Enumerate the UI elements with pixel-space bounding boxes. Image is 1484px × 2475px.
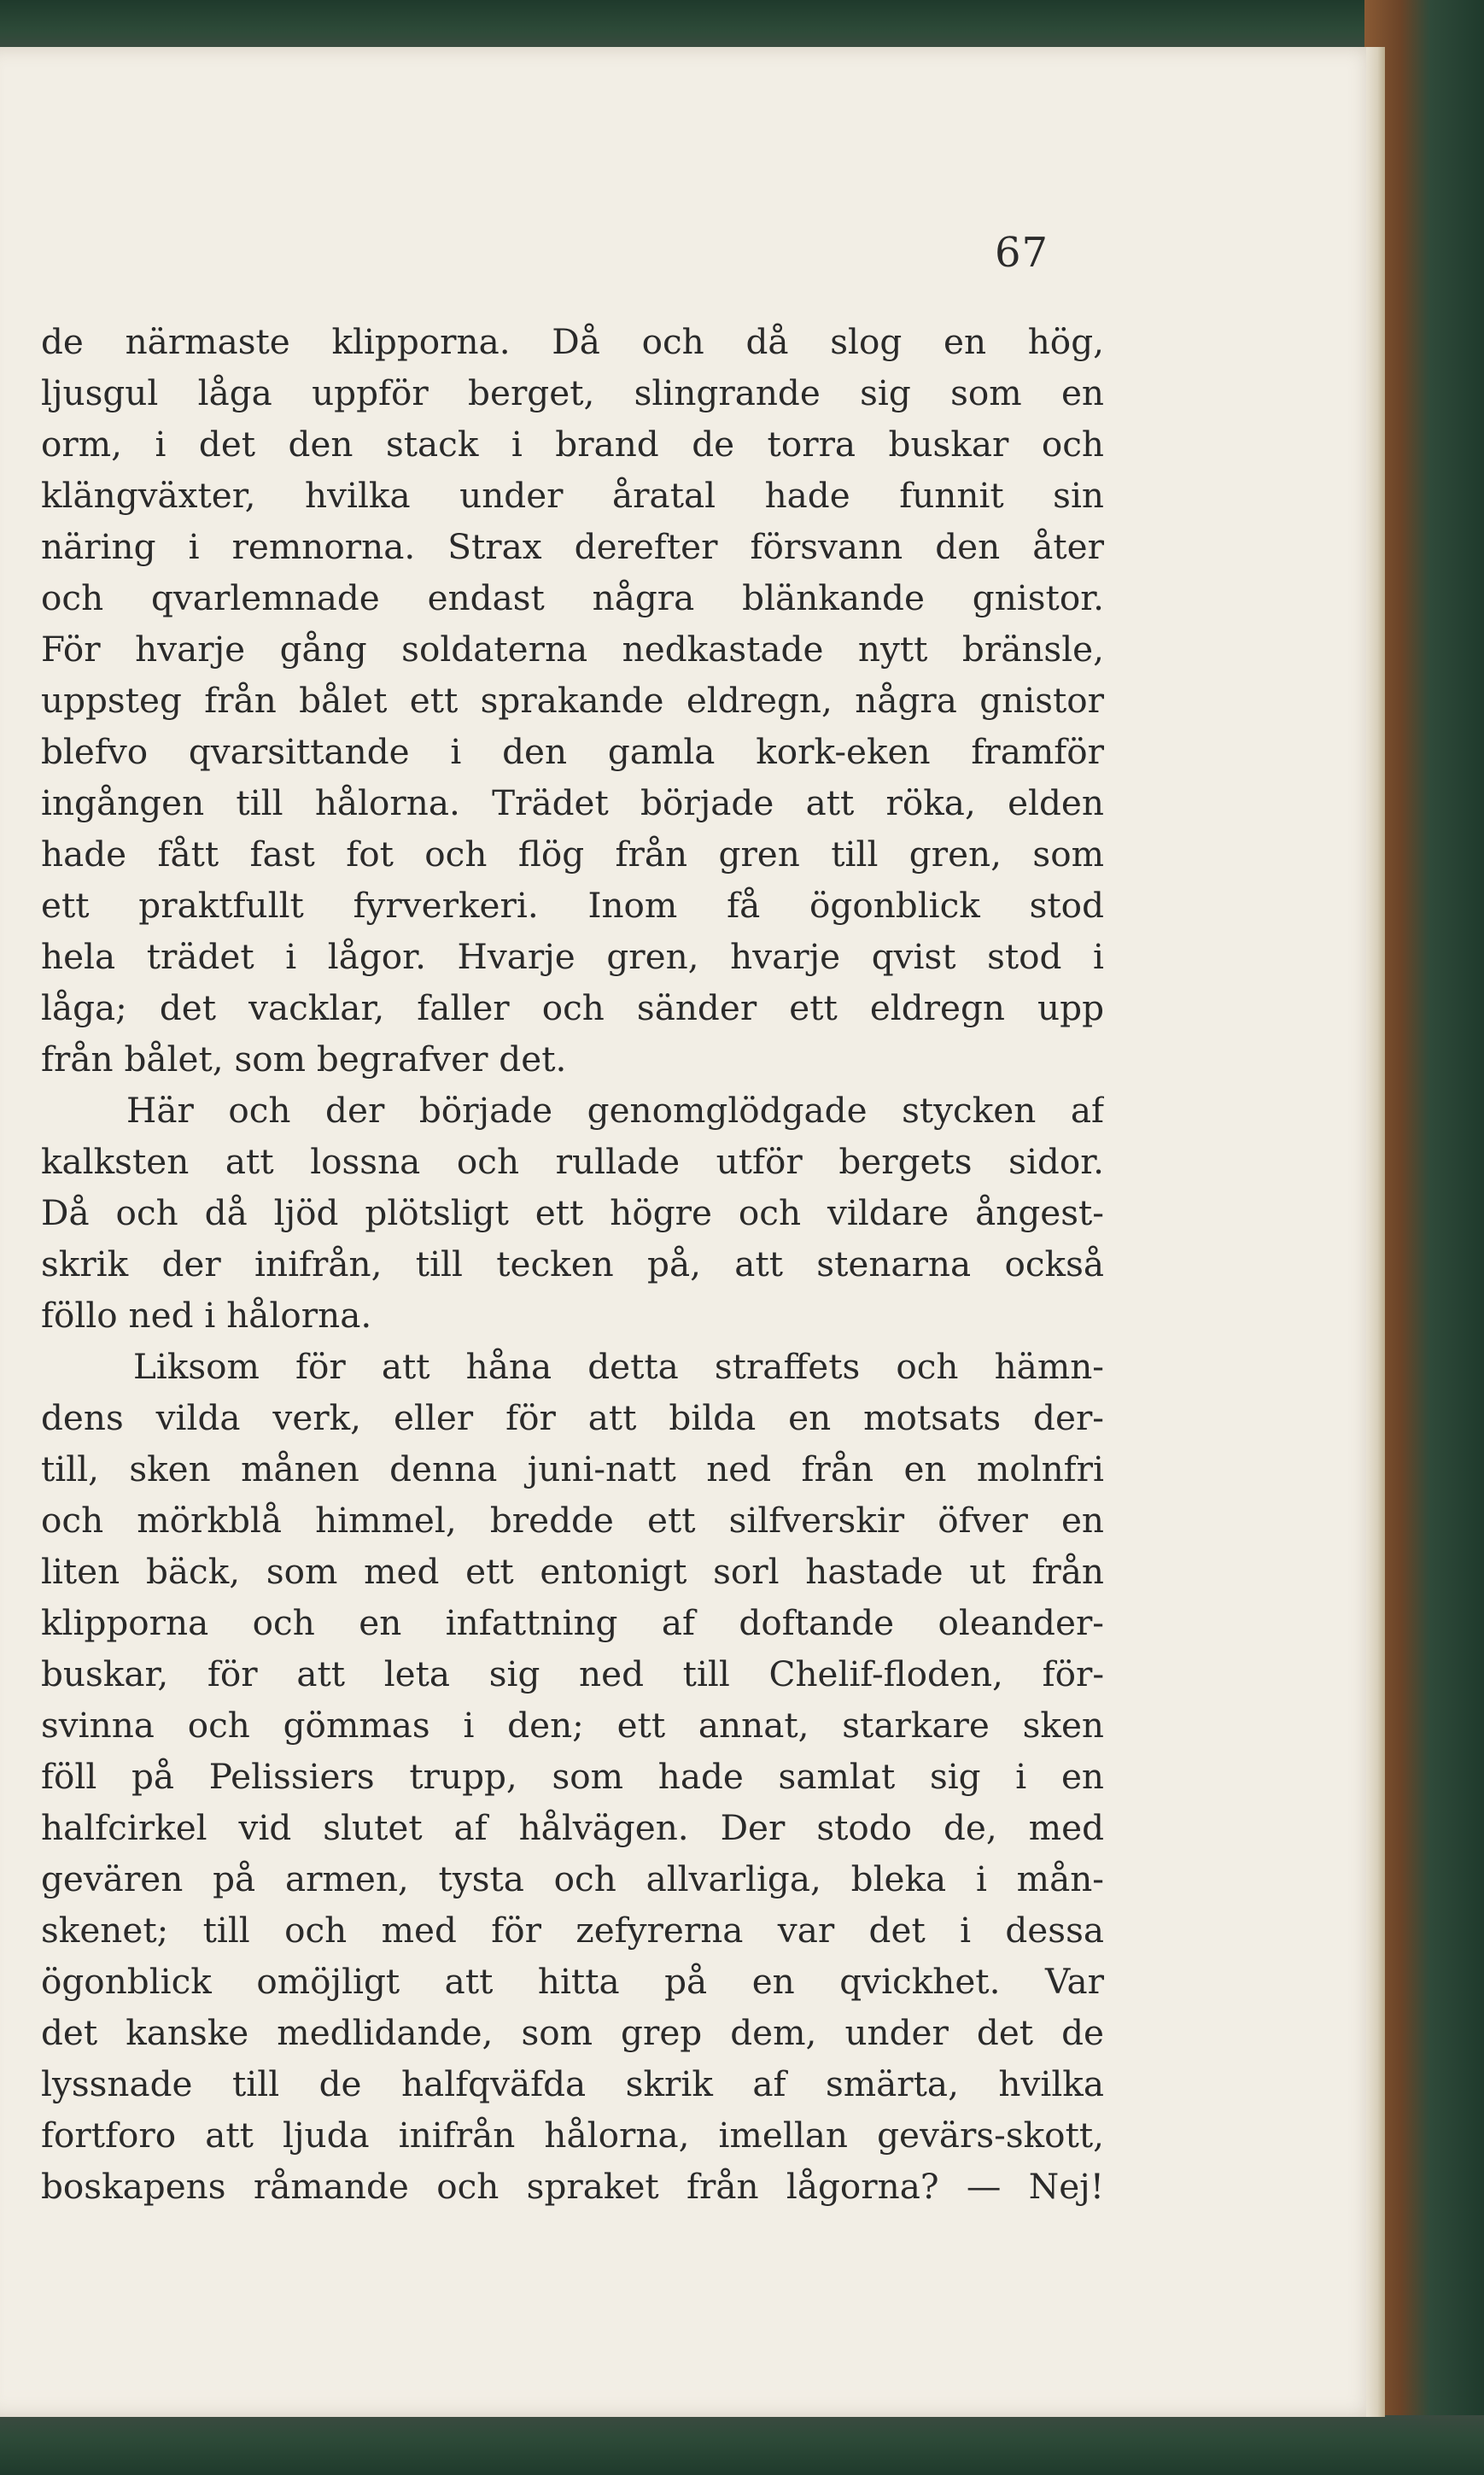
text-line: skrik der inifrån, till tecken på, att stenarna också <box>41 1243 1104 1284</box>
text-line: ögonblick omöjligt att hitta på en qvickhet. Var <box>41 1961 1104 2002</box>
text-line: blefvo qvarsittande i den gamla kork-eken framför <box>41 731 1104 772</box>
text-line: hela trädet i lågor. Hvarje gren, hvarje qvist stod i <box>41 936 1104 977</box>
text-line: Här och der började genomglödgade stycken af <box>126 1090 1104 1131</box>
text-line: och qvarlemnade endast några blänkande gnistor. <box>41 577 1104 618</box>
text-line: För hvarje gång soldaterna nedkastade nytt bränsle, <box>41 629 1104 670</box>
text-line: det kanske medlidande, som grep dem, under det de <box>41 2012 1104 2053</box>
background-top-strip <box>0 0 1484 51</box>
text-line: ljusgul låga uppför berget, slingrande sig som en <box>41 372 1104 413</box>
text-line: de närmaste klipporna. Då och då slog en hög, <box>41 321 1104 362</box>
text-line: Liksom för att håna detta straffets och hämn- <box>133 1346 1104 1387</box>
text-line: orm, i det den stack i brand de torra buskar och <box>41 424 1104 465</box>
text-line: gevären på armen, tysta och allvarliga, bleka i mån- <box>41 1858 1104 1899</box>
text-line: Då och då ljöd plötsligt ett högre och vildare ångest- <box>41 1192 1104 1233</box>
background-bottom-strip <box>0 2415 1484 2475</box>
text-line: från bålet, som begrafver det. <box>41 1039 567 1080</box>
text-line: klängväxter, hvilka under åratal hade funnit sin <box>41 475 1104 516</box>
text-line: halfcirkel vid slutet af hålvägen. Der stodo de, med <box>41 1807 1104 1848</box>
text-line: dens vilda verk, eller för att bilda en motsats der- <box>41 1397 1104 1438</box>
text-line: ett praktfullt fyrverkeri. Inom få ögonblick stod <box>41 885 1104 926</box>
text-line: boskapens råmande och spraket från lågorna? — Nej! <box>41 2166 1104 2207</box>
text-line: till, sken månen denna juni-natt ned från en molnfri <box>41 1448 1104 1489</box>
text-line: lyssnade till de halfqväfda skrik af smärta, hvilka <box>41 2063 1104 2104</box>
text-line: ingången till hålorna. Trädet började att röka, elden <box>41 782 1104 823</box>
text-line: föll på Pelissiers trupp, som hade samlat sig i en <box>41 1756 1104 1797</box>
text-line: låga; det vacklar, faller och sänder ett eldregn upp <box>41 987 1104 1028</box>
text-line: uppsteg från bålet ett sprakande eldregn, några gnistor <box>41 680 1104 721</box>
text-line: fortforo att ljuda inifrån hålorna, imellan gevärs-skott, <box>41 2115 1104 2156</box>
page-body-text <box>41 316 1104 2212</box>
page-number: 67 <box>995 229 1049 277</box>
text-line: skenet; till och med för zefyrerna var det i dessa <box>41 1910 1104 1951</box>
page-edge-shadow <box>1366 47 1385 2417</box>
text-line: liten bäck, som med ett entonigt sorl hastade ut från <box>41 1551 1104 1592</box>
text-line: näring i remnorna. Strax derefter försvann den åter <box>41 526 1104 567</box>
text-line: hade fått fast fot och flög från gren till gren, som <box>41 834 1104 875</box>
text-line: buskar, för att leta sig ned till Chelif-floden, för- <box>41 1653 1104 1694</box>
text-line: föllo ned i hålorna. <box>41 1295 372 1336</box>
text-line: kalksten att lossna och rullade utför bergets sidor. <box>41 1141 1104 1182</box>
text-line: svinna och gömmas i den; ett annat, starkare sken <box>41 1705 1104 1746</box>
text-line: klipporna och en infattning af doftande oleander- <box>41 1602 1104 1643</box>
text-line: och mörkblå himmel, bredde ett silfverskir öfver en <box>41 1500 1104 1541</box>
